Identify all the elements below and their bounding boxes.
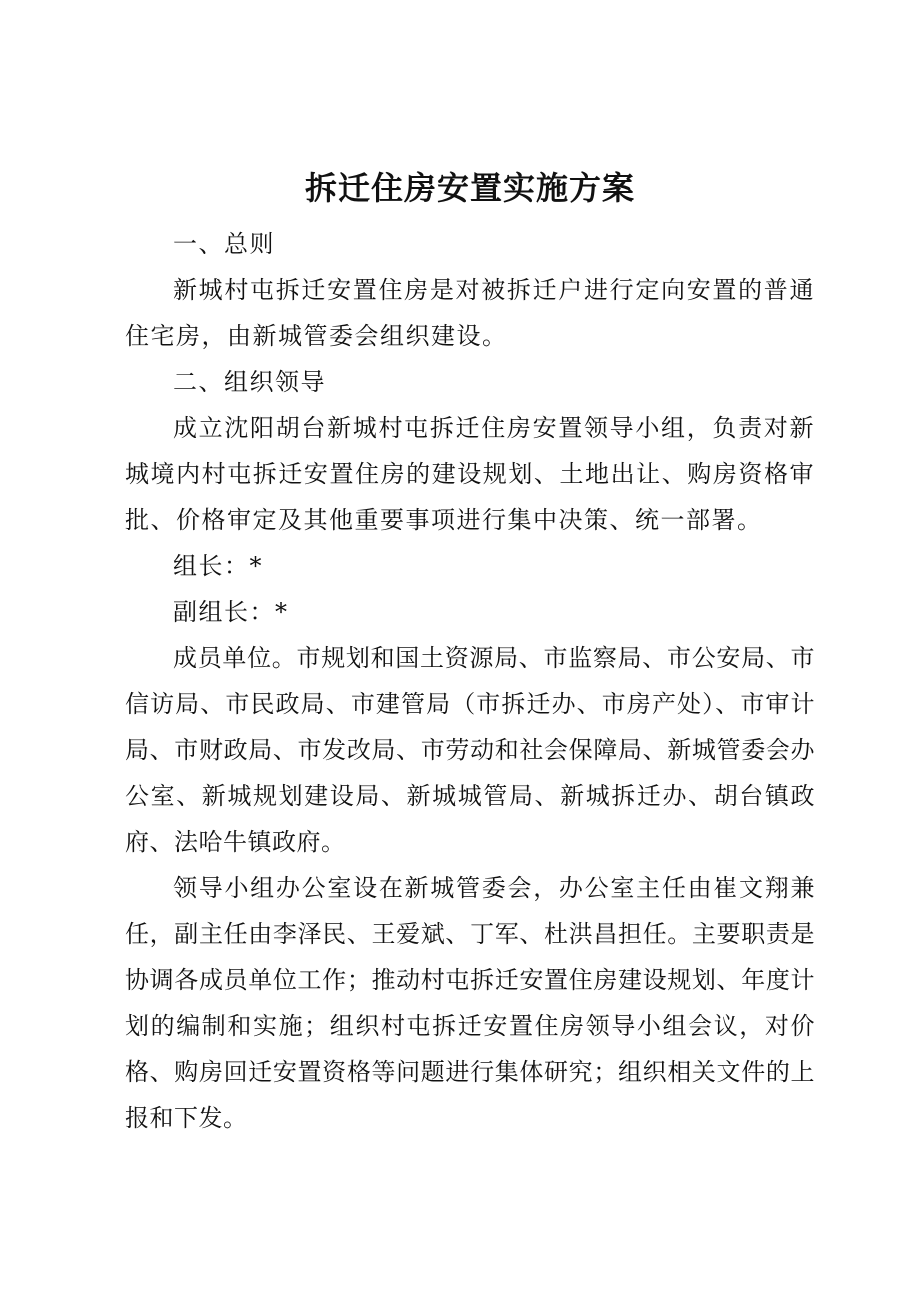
document-title: 拆迁住房安置实施方案 — [304, 169, 635, 207]
document-page — [125, 165, 815, 1141]
section-heading-leadership: 二、组织领导 — [173, 368, 326, 396]
paragraph-office: 领导小组办公室设在新城管委会，办公室主任由崔文翔兼任，副主任由李泽民、王爱斌、丁军、杜洪昌担任。主要职责是协调各成员单位工作；推动村屯拆迁安置住房建设规划、年度计划的编制和实施；组织村屯拆迁安置住房领导小组会议，对价格、购房回迁安置资格等问题进行集体研究；组织相关文件的上报和下发。 — [125, 874, 815, 1132]
paragraph-deputy-leader: 副组长：* — [173, 598, 289, 626]
paragraph-leadership-group: 成立沈阳胡台新城村屯拆迁住房安置领导小组，负责对新城境内村屯拆迁安置住房的建设规划、土地出让、购房资格审批、价格审定及其他重要事项进行集中决策、统一部署。 — [125, 414, 815, 534]
section-heading-general: 一、总则 — [173, 230, 275, 258]
paragraph-member-units: 成员单位。市规划和国土资源局、市监察局、市公安局、市信访局、市民政局、市建管局（市拆迁办、市房产处）、市审计局、市财政局、市发改局、市劳动和社会保障局、新城管委会办公室、新城规划建设局、新城城管局、新城拆迁办、胡台镇政府、法哈牛镇政府。 — [125, 644, 815, 856]
paragraph-general: 新城村屯拆迁安置住房是对被拆迁户进行定向安置的普通住宅房，由新城管委会组织建设。 — [125, 276, 815, 350]
paragraph-group-leader: 组长：* — [173, 552, 263, 580]
